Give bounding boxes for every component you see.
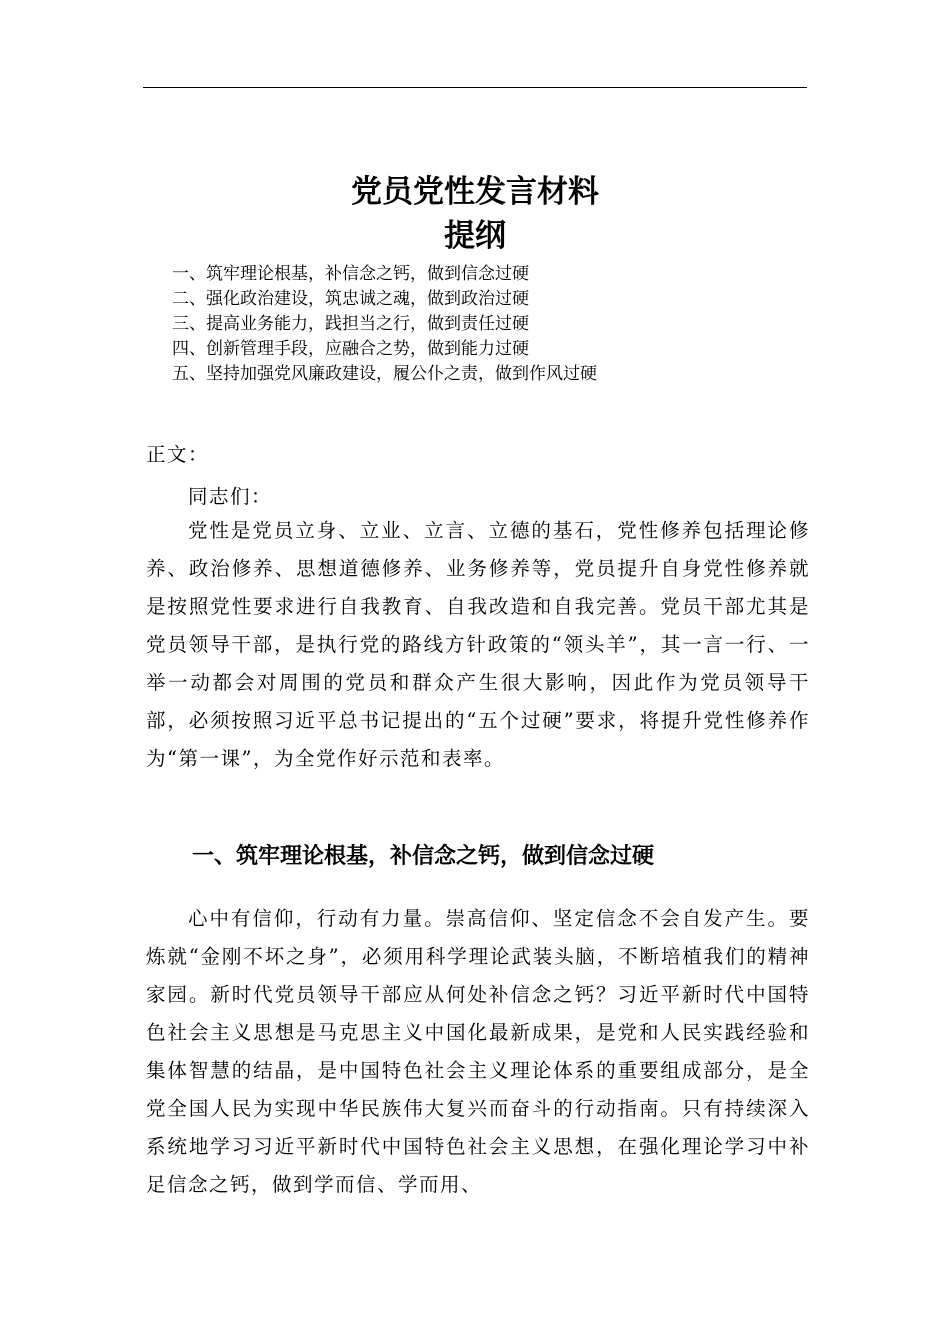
outline-item: 三、提高业务能力，践担当之行，做到责任过硬 xyxy=(172,314,529,334)
outline-list xyxy=(172,262,597,387)
outline-item: 五、坚持加强党风廉政建设，履公仆之责，做到作风过硬 xyxy=(172,364,597,384)
outline-item: 一、筑牢理论根基，补信念之钙，做到信念过硬 xyxy=(172,264,529,284)
outline-item: 二、强化政治建设，筑忠诚之魂，做到政治过硬 xyxy=(172,289,529,309)
section-heading: 一、筑牢理论根基，补信念之钙，做到信念过硬 xyxy=(192,844,655,869)
document-subtitle: 提纲 xyxy=(444,218,506,254)
paragraph-section-1: 心中有信仰，行动有力量。崇高信仰、坚定信念不会自发产生。要炼就“金刚不坏之身”，必须用科学理论武装头脑，不断培植我们的精神家园。新时代党员领导干部应从何处补信念之钙？习近平新时代中国特色社会主义思想是马克思主义中国化最新成果，是党和人民实践经验和集体智慧的结晶，是中国特色社会主义理论体系的重要组成部分，是全党全国人民为实现中华民族伟大复兴而奋斗的行动指南。只有持续深入系统地学习习近平新时代中国特色社会主义思想，在强化理论学习中补足信念之钙，做到学而信、学而用、 xyxy=(146,907,810,1196)
header-rule xyxy=(143,87,807,88)
salutation: 同志们： xyxy=(188,485,273,508)
outline-item: 四、创新管理手段，应融合之势，做到能力过硬 xyxy=(172,339,529,359)
body-label: 正文： xyxy=(146,443,210,466)
document-title: 党员党性发言材料 xyxy=(351,174,599,210)
paragraph-intro: 党性是党员立身、立业、立言、立德的基石，党性修养包括理论修养、政治修养、思想道德修养、业务修养等，党员提升自身党性修养就是按照党性要求进行自我教育、自我改造和自我完善。党员干部尤其是党员领导干部，是执行党的路线方针政策的“领头羊”，其一言一行、一举一动都会对周围的党员和群众产生很大影响，因此作为党员领导干部，必须按照习近平总书记提出的“五个过硬”要求，将提升党性修养作为“第一课”，为全党作好示范和表率。 xyxy=(146,519,810,770)
